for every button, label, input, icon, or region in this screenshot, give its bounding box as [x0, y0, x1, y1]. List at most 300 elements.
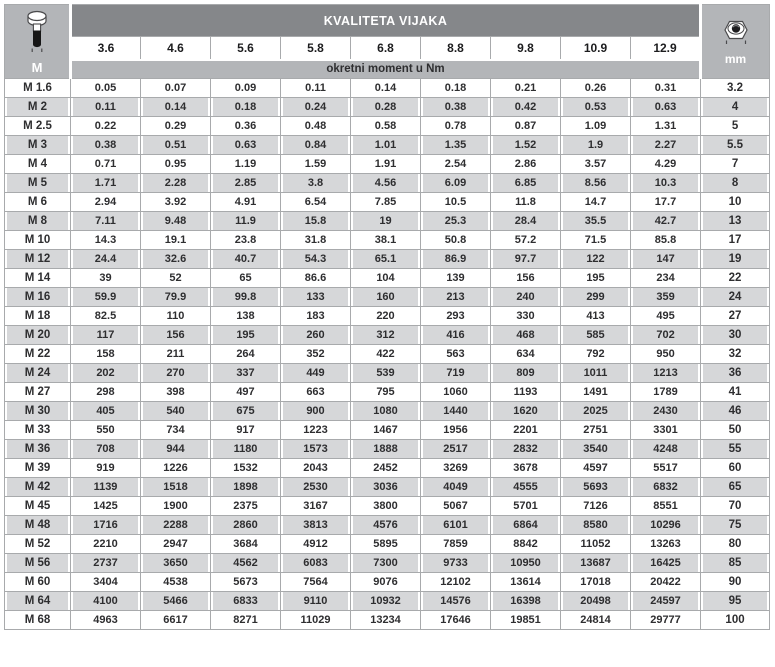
torque-value-cell: 6.85	[491, 174, 561, 193]
nut-icon	[721, 17, 751, 45]
torque-value-cell: 2.94	[71, 193, 141, 212]
torque-value-cell: 11.9	[211, 212, 281, 231]
torque-value-cell: 1620	[491, 402, 561, 421]
torque-value-cell: 195	[211, 326, 281, 345]
torque-value-cell: 1.19	[211, 155, 281, 174]
row-wrench-size: 70	[701, 497, 770, 516]
torque-value-cell: 7859	[421, 535, 491, 554]
row-size-label: M 45	[5, 497, 71, 516]
torque-value-cell: 3.8	[281, 174, 351, 193]
table-row	[5, 212, 770, 231]
torque-value-cell: 211	[141, 345, 211, 364]
row-wrench-size: 3.2	[701, 79, 770, 98]
torque-value-cell: 6832	[631, 478, 701, 497]
row-size-label: M 3	[5, 136, 71, 155]
torque-value-cell: 919	[71, 459, 141, 478]
torque-value-cell: 2.54	[421, 155, 491, 174]
torque-value-cell: 0.18	[211, 98, 281, 117]
torque-value-cell: 0.09	[211, 79, 281, 98]
grade-column-header: 6.8	[351, 37, 421, 60]
row-wrench-size: 60	[701, 459, 770, 478]
torque-value-cell: 719	[421, 364, 491, 383]
torque-value-cell: 0.18	[421, 79, 491, 98]
row-wrench-size: 13	[701, 212, 770, 231]
torque-value-cell: 6083	[281, 554, 351, 573]
torque-value-cell: 337	[211, 364, 281, 383]
subtitle-row	[5, 60, 770, 79]
torque-value-cell: 1011	[561, 364, 631, 383]
row-size-label: M 1.6	[5, 79, 71, 98]
torque-value-cell: 7.11	[71, 212, 141, 231]
torque-value-cell: 2.28	[141, 174, 211, 193]
torque-value-cell: 156	[141, 326, 211, 345]
torque-value-cell: 3167	[281, 497, 351, 516]
row-wrench-size: 17	[701, 231, 770, 250]
table-row	[5, 326, 770, 345]
torque-value-cell: 11.8	[491, 193, 561, 212]
table-row	[5, 174, 770, 193]
table-row	[5, 364, 770, 383]
torque-value-cell: 65.1	[351, 250, 421, 269]
torque-value-cell: 2025	[561, 402, 631, 421]
torque-value-cell: 3800	[351, 497, 421, 516]
torque-value-cell: 422	[351, 345, 421, 364]
table-row	[5, 307, 770, 326]
torque-table	[4, 4, 770, 630]
torque-value-cell: 2430	[631, 402, 701, 421]
torque-value-cell: 270	[141, 364, 211, 383]
torque-value-cell: 495	[631, 307, 701, 326]
bolt-icon	[24, 9, 50, 53]
torque-value-cell: 35.5	[561, 212, 631, 231]
table-row	[5, 421, 770, 440]
torque-value-cell: 2751	[561, 421, 631, 440]
grade-column-header: 3.6	[71, 37, 141, 60]
torque-value-cell: 0.14	[351, 79, 421, 98]
torque-value-cell: 0.11	[281, 79, 351, 98]
torque-value-cell: 220	[351, 307, 421, 326]
torque-value-cell: 2452	[351, 459, 421, 478]
grade-column-header: 9.8	[491, 37, 561, 60]
table-row	[5, 155, 770, 174]
torque-value-cell: 3301	[631, 421, 701, 440]
table-row	[5, 288, 770, 307]
torque-value-cell: 299	[561, 288, 631, 307]
torque-value-cell: 0.87	[491, 117, 561, 136]
torque-value-cell: 14576	[421, 592, 491, 611]
row-wrench-size: 22	[701, 269, 770, 288]
torque-value-cell: 13234	[351, 611, 421, 630]
torque-value-cell: 156	[491, 269, 561, 288]
torque-value-cell: 16398	[491, 592, 561, 611]
table-row	[5, 478, 770, 497]
row-size-label: M 52	[5, 535, 71, 554]
row-size-label: M 18	[5, 307, 71, 326]
torque-value-cell: 4562	[211, 554, 281, 573]
torque-value-cell: 2288	[141, 516, 211, 535]
torque-value-cell: 1491	[561, 383, 631, 402]
row-wrench-size: 95	[701, 592, 770, 611]
row-wrench-size: 7	[701, 155, 770, 174]
torque-value-cell: 85.8	[631, 231, 701, 250]
torque-value-cell: 13263	[631, 535, 701, 554]
wrench-size-header-label: mm	[724, 52, 747, 66]
row-wrench-size: 30	[701, 326, 770, 345]
torque-value-cell: 1.52	[491, 136, 561, 155]
torque-value-cell: 7564	[281, 573, 351, 592]
torque-value-cell: 4100	[71, 592, 141, 611]
table-row	[5, 402, 770, 421]
torque-value-cell: 2210	[71, 535, 141, 554]
torque-value-cell: 0.53	[561, 98, 631, 117]
torque-value-cell: 449	[281, 364, 351, 383]
row-wrench-size: 36	[701, 364, 770, 383]
torque-value-cell: 0.28	[351, 98, 421, 117]
table-row	[5, 98, 770, 117]
grade-header-row	[5, 37, 770, 60]
torque-value-cell: 10932	[351, 592, 421, 611]
wrench-size-header-cell	[701, 5, 770, 79]
torque-value-cell: 8842	[491, 535, 561, 554]
torque-value-cell: 8580	[561, 516, 631, 535]
torque-value-cell: 1789	[631, 383, 701, 402]
torque-value-cell: 71.5	[561, 231, 631, 250]
torque-value-cell: 0.63	[211, 136, 281, 155]
torque-value-cell: 416	[421, 326, 491, 345]
table-row	[5, 535, 770, 554]
torque-value-cell: 809	[491, 364, 561, 383]
torque-value-cell: 5067	[421, 497, 491, 516]
row-size-label: M 14	[5, 269, 71, 288]
row-size-label: M 36	[5, 440, 71, 459]
torque-value-cell: 42.7	[631, 212, 701, 231]
torque-value-cell: 17018	[561, 573, 631, 592]
torque-value-cell: 40.7	[211, 250, 281, 269]
table-row	[5, 592, 770, 611]
torque-value-cell: 1.09	[561, 117, 631, 136]
row-wrench-size: 41	[701, 383, 770, 402]
torque-value-cell: 540	[141, 402, 211, 421]
row-wrench-size: 5.5	[701, 136, 770, 155]
row-wrench-size: 80	[701, 535, 770, 554]
torque-value-cell: 264	[211, 345, 281, 364]
torque-value-cell: 1467	[351, 421, 421, 440]
row-size-label: M 60	[5, 573, 71, 592]
torque-value-cell: 28.4	[491, 212, 561, 231]
torque-value-cell: 0.05	[71, 79, 141, 98]
torque-value-cell: 1.01	[351, 136, 421, 155]
torque-value-cell: 4963	[71, 611, 141, 630]
torque-value-cell: 1223	[281, 421, 351, 440]
torque-value-cell: 12102	[421, 573, 491, 592]
torque-value-cell: 3650	[141, 554, 211, 573]
torque-value-cell: 352	[281, 345, 351, 364]
row-size-label: M 56	[5, 554, 71, 573]
torque-value-cell: 702	[631, 326, 701, 345]
torque-value-cell: 405	[71, 402, 141, 421]
torque-value-cell: 202	[71, 364, 141, 383]
row-size-label: M 20	[5, 326, 71, 345]
torque-value-cell: 5466	[141, 592, 211, 611]
row-size-label: M 12	[5, 250, 71, 269]
torque-value-cell: 1.91	[351, 155, 421, 174]
torque-value-cell: 1898	[211, 478, 281, 497]
row-wrench-size: 10	[701, 193, 770, 212]
grade-column-header: 8.8	[421, 37, 491, 60]
torque-value-cell: 1.31	[631, 117, 701, 136]
torque-value-cell: 8.56	[561, 174, 631, 193]
row-size-label: M 22	[5, 345, 71, 364]
torque-value-cell: 5895	[351, 535, 421, 554]
bolt-size-header-cell	[5, 5, 71, 79]
torque-value-cell: 32.6	[141, 250, 211, 269]
torque-value-cell: 398	[141, 383, 211, 402]
torque-value-cell: 160	[351, 288, 421, 307]
torque-value-cell: 9076	[351, 573, 421, 592]
torque-value-cell: 634	[491, 345, 561, 364]
torque-value-cell: 4.56	[351, 174, 421, 193]
torque-value-cell: 24597	[631, 592, 701, 611]
torque-value-cell: 4597	[561, 459, 631, 478]
torque-value-cell: 99.8	[211, 288, 281, 307]
torque-value-cell: 13614	[491, 573, 561, 592]
row-size-label: M 68	[5, 611, 71, 630]
table-title: KVALITETA VIJAKA	[71, 5, 701, 37]
torque-value-cell: 2860	[211, 516, 281, 535]
torque-value-cell: 708	[71, 440, 141, 459]
torque-value-cell: 468	[491, 326, 561, 345]
row-size-label: M 2.5	[5, 117, 71, 136]
torque-value-cell: 1193	[491, 383, 561, 402]
torque-value-cell: 86.6	[281, 269, 351, 288]
torque-value-cell: 950	[631, 345, 701, 364]
torque-value-cell: 11029	[281, 611, 351, 630]
torque-value-cell: 0.14	[141, 98, 211, 117]
torque-value-cell: 944	[141, 440, 211, 459]
torque-value-cell: 82.5	[71, 307, 141, 326]
torque-value-cell: 6.54	[281, 193, 351, 212]
row-size-label: M 10	[5, 231, 71, 250]
torque-value-cell: 1180	[211, 440, 281, 459]
row-wrench-size: 24	[701, 288, 770, 307]
torque-value-cell: 0.84	[281, 136, 351, 155]
torque-value-cell: 1573	[281, 440, 351, 459]
torque-value-cell: 19851	[491, 611, 561, 630]
row-wrench-size: 4	[701, 98, 770, 117]
torque-value-cell: 0.36	[211, 117, 281, 136]
torque-value-cell: 1532	[211, 459, 281, 478]
row-size-label: M 30	[5, 402, 71, 421]
torque-value-cell: 2517	[421, 440, 491, 459]
torque-value-cell: 0.48	[281, 117, 351, 136]
table-row	[5, 554, 770, 573]
torque-value-cell: 147	[631, 250, 701, 269]
torque-value-cell: 1900	[141, 497, 211, 516]
row-wrench-size: 46	[701, 402, 770, 421]
bolt-size-header-label: M	[31, 59, 43, 75]
torque-value-cell: 359	[631, 288, 701, 307]
row-size-label: M 24	[5, 364, 71, 383]
torque-value-cell: 2201	[491, 421, 561, 440]
torque-value-cell: 23.8	[211, 231, 281, 250]
grade-column-header: 12.9	[631, 37, 701, 60]
torque-value-cell: 25.3	[421, 212, 491, 231]
torque-value-cell: 6864	[491, 516, 561, 535]
torque-value-cell: 5517	[631, 459, 701, 478]
torque-value-cell: 10950	[491, 554, 561, 573]
grade-column-header: 5.8	[281, 37, 351, 60]
torque-value-cell: 29777	[631, 611, 701, 630]
torque-value-cell: 1956	[421, 421, 491, 440]
torque-value-cell: 1139	[71, 478, 141, 497]
row-wrench-size: 65	[701, 478, 770, 497]
torque-value-cell: 24.4	[71, 250, 141, 269]
table-row	[5, 117, 770, 136]
torque-value-cell: 0.07	[141, 79, 211, 98]
torque-value-cell: 0.63	[631, 98, 701, 117]
row-wrench-size: 55	[701, 440, 770, 459]
torque-value-cell: 7126	[561, 497, 631, 516]
torque-value-cell: 4538	[141, 573, 211, 592]
torque-value-cell: 9.48	[141, 212, 211, 231]
torque-value-cell: 3.57	[561, 155, 631, 174]
table-row	[5, 79, 770, 98]
torque-value-cell: 1440	[421, 402, 491, 421]
torque-table-body	[5, 79, 770, 630]
torque-value-cell: 0.31	[631, 79, 701, 98]
torque-value-cell: 138	[211, 307, 281, 326]
torque-value-cell: 0.71	[71, 155, 141, 174]
torque-value-cell: 57.2	[491, 231, 561, 250]
table-row	[5, 516, 770, 535]
torque-value-cell: 4.29	[631, 155, 701, 174]
row-size-label: M 16	[5, 288, 71, 307]
row-wrench-size: 85	[701, 554, 770, 573]
torque-value-cell: 734	[141, 421, 211, 440]
torque-value-cell: 65	[211, 269, 281, 288]
row-size-label: M 27	[5, 383, 71, 402]
torque-value-cell: 97.7	[491, 250, 561, 269]
row-wrench-size: 50	[701, 421, 770, 440]
torque-value-cell: 3036	[351, 478, 421, 497]
torque-value-cell: 497	[211, 383, 281, 402]
torque-value-cell: 260	[281, 326, 351, 345]
torque-value-cell: 20422	[631, 573, 701, 592]
torque-value-cell: 663	[281, 383, 351, 402]
table-row	[5, 440, 770, 459]
torque-value-cell: 0.24	[281, 98, 351, 117]
torque-value-cell: 52	[141, 269, 211, 288]
torque-value-cell: 0.29	[141, 117, 211, 136]
torque-value-cell: 6.09	[421, 174, 491, 193]
torque-value-cell: 158	[71, 345, 141, 364]
torque-value-cell: 0.11	[71, 98, 141, 117]
torque-value-cell: 2043	[281, 459, 351, 478]
torque-value-cell: 5693	[561, 478, 631, 497]
torque-value-cell: 9733	[421, 554, 491, 573]
grade-column-header: 10.9	[561, 37, 631, 60]
torque-value-cell: 3540	[561, 440, 631, 459]
torque-value-cell: 675	[211, 402, 281, 421]
table-row	[5, 193, 770, 212]
torque-value-cell: 917	[211, 421, 281, 440]
torque-value-cell: 1.71	[71, 174, 141, 193]
torque-value-cell: 3.92	[141, 193, 211, 212]
torque-value-cell: 1213	[631, 364, 701, 383]
torque-value-cell: 10296	[631, 516, 701, 535]
row-size-label: M 5	[5, 174, 71, 193]
torque-value-cell: 2832	[491, 440, 561, 459]
torque-value-cell: 0.51	[141, 136, 211, 155]
table-subtitle: okretni moment u Nm	[71, 60, 701, 79]
torque-value-cell: 240	[491, 288, 561, 307]
torque-value-cell: 4.91	[211, 193, 281, 212]
row-size-label: M 6	[5, 193, 71, 212]
row-wrench-size: 100	[701, 611, 770, 630]
torque-value-cell: 86.9	[421, 250, 491, 269]
torque-value-cell: 39	[71, 269, 141, 288]
row-wrench-size: 75	[701, 516, 770, 535]
torque-value-cell: 0.78	[421, 117, 491, 136]
torque-value-cell: 79.9	[141, 288, 211, 307]
grade-column-header: 5.6	[211, 37, 281, 60]
torque-value-cell: 0.42	[491, 98, 561, 117]
torque-value-cell: 4576	[351, 516, 421, 535]
torque-value-cell: 293	[421, 307, 491, 326]
torque-value-cell: 213	[421, 288, 491, 307]
table-row	[5, 459, 770, 478]
torque-value-cell: 2.86	[491, 155, 561, 174]
torque-value-cell: 2947	[141, 535, 211, 554]
torque-value-cell: 6833	[211, 592, 281, 611]
torque-value-cell: 563	[421, 345, 491, 364]
torque-value-cell: 6101	[421, 516, 491, 535]
torque-value-cell: 0.38	[71, 136, 141, 155]
torque-value-cell: 585	[561, 326, 631, 345]
torque-value-cell: 1226	[141, 459, 211, 478]
torque-value-cell: 1.35	[421, 136, 491, 155]
row-wrench-size: 90	[701, 573, 770, 592]
torque-value-cell: 0.58	[351, 117, 421, 136]
torque-value-cell: 6617	[141, 611, 211, 630]
torque-value-cell: 330	[491, 307, 561, 326]
torque-value-cell: 792	[561, 345, 631, 364]
torque-value-cell: 11052	[561, 535, 631, 554]
torque-value-cell: 1716	[71, 516, 141, 535]
torque-value-cell: 312	[351, 326, 421, 345]
row-wrench-size: 27	[701, 307, 770, 326]
row-wrench-size: 32	[701, 345, 770, 364]
table-row	[5, 497, 770, 516]
torque-value-cell: 234	[631, 269, 701, 288]
torque-value-cell: 3404	[71, 573, 141, 592]
torque-value-cell: 9110	[281, 592, 351, 611]
torque-value-cell: 7.85	[351, 193, 421, 212]
torque-value-cell: 1060	[421, 383, 491, 402]
torque-value-cell: 133	[281, 288, 351, 307]
table-row	[5, 383, 770, 402]
torque-value-cell: 3269	[421, 459, 491, 478]
torque-value-cell: 14.3	[71, 231, 141, 250]
table-row	[5, 573, 770, 592]
torque-value-cell: 1080	[351, 402, 421, 421]
torque-value-cell: 59.9	[71, 288, 141, 307]
table-row	[5, 269, 770, 288]
torque-value-cell: 3813	[281, 516, 351, 535]
torque-value-cell: 195	[561, 269, 631, 288]
torque-value-cell: 31.8	[281, 231, 351, 250]
torque-value-cell: 0.26	[561, 79, 631, 98]
